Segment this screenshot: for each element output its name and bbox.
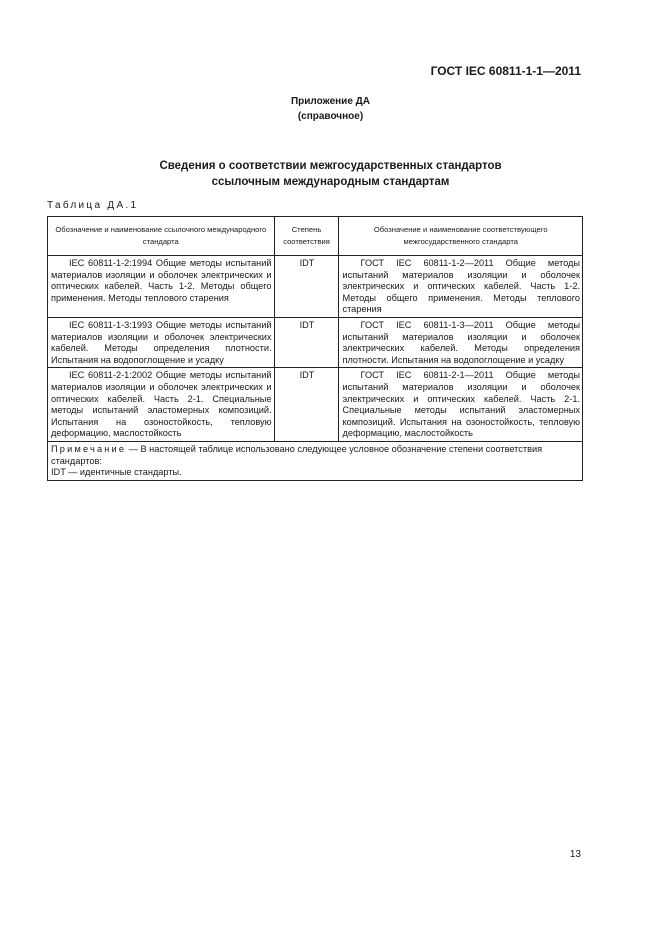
table-row [48,317,583,367]
note-second-line: IDT — идентичные стандарты. [51,467,182,478]
cell-interstate: ГОСТ IEC 60811-1-2—2011 Общие методы испытаний материалов изоляции и оболочек электрических и оптических кабелей. Часть 1-2. Методы общего применения. Методы теплового старения [339,256,583,318]
note-first-line [51,444,580,467]
cell-international: IEC 60811-1-2:1994 Общие методы испытаний материалов изоляции и оболочек электрических и оптических кабелей. Часть 1-2. Методы общего применения. Методы теплового старения [48,256,275,318]
annex-heading [0,94,661,124]
column-header-interstate: Обозначение и наименование соответствующего межгосударственного стандарта [339,217,583,256]
column-header-degree: Степень соответствия [274,217,339,256]
cell-international: IEC 60811-2-1:2002 Общие методы испытаний материалов изоляции и оболочек электрических и оптических кабелей. Часть 2-1. Специальные методы испытаний эластомерных композиций. Испытания на озоностойкость, тепловую деформацию, маслостойкость [48,368,275,442]
note-text: — В настоящей таблице использовано следующее условное обозначение степени соответствия стандартов: [51,443,543,466]
table-note [48,441,583,480]
standards-table [47,216,583,481]
column-header-international: Обозначение и наименование ссылочного международного стандарта [48,217,275,256]
annex-title: Приложение ДА [290,96,371,107]
section-title [0,158,661,190]
note-label: Примечание [51,443,127,454]
section-title-line-2: ссылочным международным стандартам [211,176,450,188]
cell-interstate: ГОСТ IEC 60811-1-3—2011 Общие методы испытаний материалов изоляции и оболочек электрических кабелей. Методы определения плотности. Испытания на водопоглощение и усадку [339,317,583,367]
cell-degree: IDT [274,256,339,318]
table-row [48,256,583,318]
cell-interstate: ГОСТ IEC 60811-2-1—2011 Общие методы испытаний материалов изоляции и оболочек электрических и оптических кабелей. Часть 2-1. Специальные методы испытаний эластомерных композиций. Испытания на озоностойкость, тепловую деформацию, маслостойкость [339,368,583,442]
table-caption: Таблица ДА.1 [47,200,139,211]
table-note-row [48,441,583,480]
annex-subtitle: (справочное) [297,111,364,122]
document-code: ГОСТ IEC 60811-1-1—2011 [430,64,581,78]
table-header-row [48,217,583,256]
page-number: 13 [569,849,581,860]
table-row [48,368,583,442]
cell-international: IEC 60811-1-3:1993 Общие методы испытаний материалов изоляции и оболочек электрических кабелей. Методы определения плотности. Испытания на водопоглощение и усадку [48,317,275,367]
cell-degree: IDT [274,368,339,442]
section-title-line-1: Сведения о соответствии межгосударственных стандартов [159,160,502,172]
cell-degree: IDT [274,317,339,367]
